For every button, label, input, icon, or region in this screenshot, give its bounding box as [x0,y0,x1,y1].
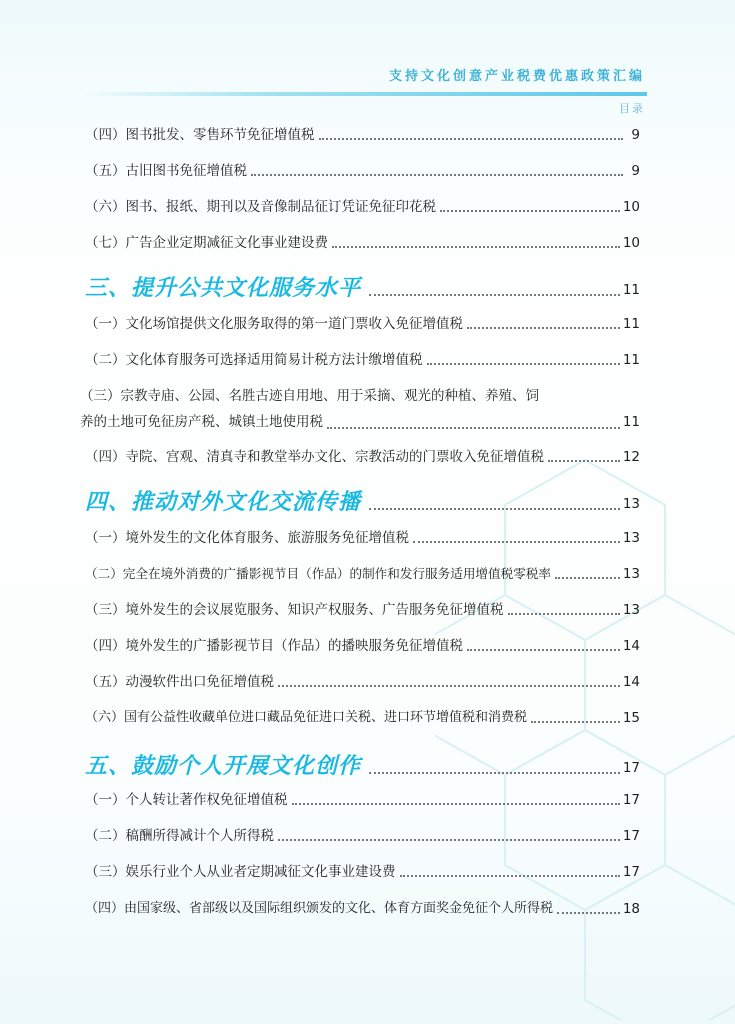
toc-entry-text: （四）境外发生的广播影视节目（作品）的播映服务免征增值税 [85,638,463,654]
toc-entry-text: （四）图书批发、零售环节免征增值税 [85,127,315,143]
toc-entry-text: （五）动漫软件出口免征增值税 [85,674,274,690]
toc-entry[interactable] [85,825,640,847]
toc-page-number: 13 [622,602,640,618]
toc-page-number: 15 [622,710,640,726]
toc-entry-text: （二）完全在境外消费的广播影视节目（作品）的制作和发行服务适用增值税零税率 [85,566,551,581]
dot-leader [369,507,620,510]
dot-leader [427,362,620,365]
toc-entry[interactable] [85,599,640,621]
toc-entry[interactable] [85,635,640,657]
toc-section-heading[interactable] [85,752,640,782]
dot-leader [400,874,620,877]
dot-leader [292,802,620,805]
toc-entry[interactable] [85,232,640,254]
toc-page-number: 10 [622,199,640,215]
toc-page-number: 11 [622,316,640,332]
dot-leader [508,612,620,615]
toc-entry[interactable] [85,160,640,182]
toc-entry-text: （三）娱乐行业个人从业者定期减征文化事业建设费 [85,864,396,880]
header-rule [80,92,647,96]
toc-page-number: 13 [622,530,640,546]
toc-entry-text-line1: （三）宗教寺庙、公园、名胜古迹自用地、用于采摘、观光的种植、养殖、饲 [80,388,539,404]
toc-page-number: 13 [622,496,640,512]
toc-entry[interactable] [85,898,640,920]
dot-leader [319,137,624,140]
toc-page-number: 11 [622,414,640,430]
toc-section-heading[interactable] [85,274,640,304]
toc-page-number: 12 [622,449,640,465]
toc-page-number: 13 [622,566,640,582]
toc-entry[interactable] [85,671,640,693]
toc-entry-text: （二）稿酬所得减计个人所得税 [85,828,274,844]
toc-page-number: 9 [631,127,640,143]
section-title: 四、推动对外文化交流传播 [85,490,362,515]
dot-leader [327,426,620,429]
dot-leader [413,540,620,543]
toc-entry[interactable] [85,124,640,146]
toc-entry-text: （六）国有公益性收藏单位进口藏品免征进口关税、进口环节增值税和消费税 [85,710,528,725]
section-title: 五、鼓励个人开展文化创作 [85,754,362,779]
dot-leader [251,173,623,176]
section-subtitle: 目录 [619,102,645,115]
toc-entry-text: （六）图书、报纸、期刊以及音像制品征订凭证免征印花税 [85,199,436,215]
toc-entry-text: （一）文化场馆提供文化服务取得的第一道门票收入免征增值税 [85,316,463,332]
toc-page-number: 10 [622,235,640,251]
dot-leader [557,911,620,914]
toc-entry[interactable] [85,527,640,549]
toc-entry[interactable] [85,861,640,883]
toc-entry[interactable] [85,349,640,371]
dot-leader [531,720,620,723]
toc-entry-text: （四）寺院、宫观、清真寺和教堂举办文化、宗教活动的门票收入免征增值税 [85,449,544,465]
toc-entry-text-line2: 养的土地可免征房产税、城镇土地使用税 [80,414,323,430]
running-title: 支持文化创意产业税费优惠政策汇编 [388,69,645,84]
toc-page-number: 14 [622,638,640,654]
toc-entry[interactable] [85,196,640,218]
dot-leader [278,684,620,687]
dot-leader [555,576,620,579]
dot-leader [369,293,620,296]
dot-leader [369,771,620,774]
toc-entry[interactable] [85,707,640,729]
toc-page-number: 18 [622,901,640,917]
toc-page-number: 17 [622,760,640,776]
dot-leader [548,459,620,462]
toc-entry-text: （一）境外发生的文化体育服务、旅游服务免征增值税 [85,530,409,546]
dot-leader [278,838,620,841]
toc-entry-text: （三）境外发生的会议展览服务、知识产权服务、广告服务免征增值税 [85,602,504,618]
toc-page-number: 11 [622,352,640,368]
toc-entry-text: （五）古旧图书免征增值税 [85,163,247,179]
toc-page-number: 14 [622,674,640,690]
toc-entry[interactable] [85,446,640,468]
toc-entry[interactable] [85,789,640,811]
dot-leader [332,245,620,248]
toc-section-heading[interactable] [85,488,640,518]
toc-entry-text: （二）文化体育服务可选择适用简易计税方法计缴增值税 [85,352,423,368]
toc-entry-text: （七）广告企业定期减征文化事业建设费 [85,235,328,251]
toc-page-number: 9 [631,163,640,179]
section-title: 三、提升公共文化服务水平 [85,276,362,301]
toc-entry[interactable] [85,563,640,585]
toc-page-number: 11 [622,282,640,298]
dot-leader [467,648,620,651]
toc-entry[interactable] [85,313,640,335]
toc-entry-multiline[interactable] [80,383,640,435]
dot-leader [467,326,620,329]
toc-entry-text: （四）由国家级、省部级以及国际组织颁发的文化、体育方面奖金免征个人所得税 [85,901,554,916]
toc-page-number: 17 [622,828,640,844]
toc-page-number: 17 [622,792,640,808]
toc-entry-text: （一）个人转让著作权免征增值税 [85,792,288,808]
dot-leader [440,209,620,212]
toc-page-number: 17 [622,864,640,880]
